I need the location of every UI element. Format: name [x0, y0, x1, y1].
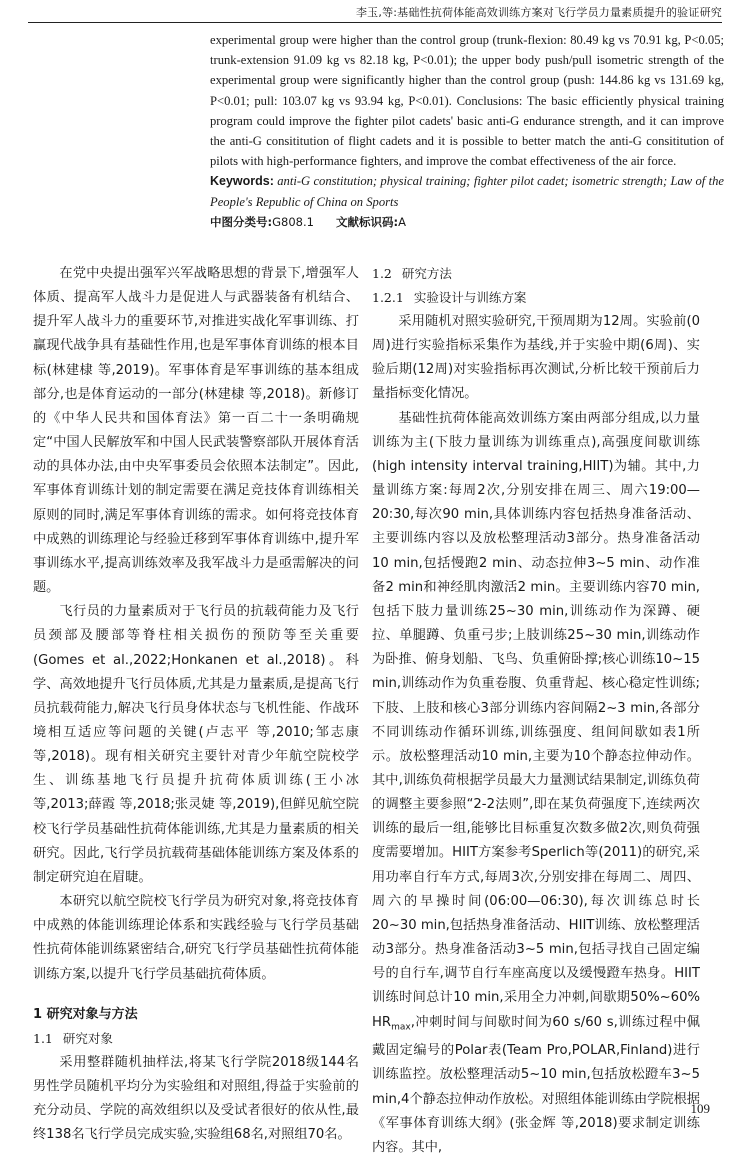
intro-paragraph-2: 飞行员的力量素质对于飞行员的抗载荷能力及飞行员颈部及腰部等脊柱相关损伤的预防等至关重要(Gomes et al.,2022;Honkanen et al.,2018)。科学、高效地提升飞行员体质,尤其是力量素质,是提高飞行员抗载荷能力,解决飞行员身体状态与飞机性能、作战环境相互适应等问题的关键(卢志平 等,2010;邹志康 等,2018)。现有相关研究主要针对青少年航空院校学生、训练基地飞行员提升抗荷体质训练(王小冰 等,2013;薛霞 等,2018;张灵婕 等,2019),但鲜见航空院校飞行学员基础性抗荷体能训练,尤其是力量素质的相关研究。因此,飞行学员抗载荷基础体能训练方案及体系的制定研究迫在眉睫。 [33, 604, 359, 885]
keywords-label: Keywords: [210, 174, 274, 189]
design-paragraph: 采用随机对照实验研究,干预周期为12周。实验前(0周)进行实验指标采集作为基线,并于实验中期(6周)、实验后期(12周)对实验指标再次测试,分析比较干预前后力量指标变化情况。 [372, 314, 700, 402]
subsection-1-2-heading [372, 262, 700, 286]
keywords-line [210, 171, 724, 211]
subsection-1-2-1-heading [372, 286, 700, 310]
keywords-text: anti-G constitution; physical training; fighter pilot cadet; isometric strength; Law of the People's Republic of China on Sports [210, 174, 724, 209]
right-column [372, 262, 700, 1160]
training-program-paragraph [372, 407, 700, 1160]
page-number: 109 [690, 1101, 710, 1116]
clc-label: 中图分类号: [210, 214, 273, 229]
doc-code-value: A [398, 214, 406, 229]
subsection-1-1-number: 1.1 [33, 1030, 53, 1046]
subsection-1-2-1-title: 实验设计与训练方案 [413, 290, 527, 305]
subsection-1-2-number: 1.2 [372, 266, 392, 281]
intro-paragraph-1: 在党中央提出强军兴军战略思想的背景下,增强军人体质、提高军人战斗力是促进人与武器装备有机结合、提升军人战斗力的重要环节,对推进实战化军事训练、打赢现代战争具有基础性作用,也是军事体育训练的根本目标(林建棣 等,2019)。军事体育是军事训练的基本组成部分,也是体育运动的一部分(林建棣 等,2018)。新修订的《中华人民共和国体育法》第一百二十一条明确规定“中国人民解放军和中国人民武装警察部队开展体育活动的具体办法,由中央军事委员会依照本法制定”。因此,军事体育训练计划的制定需要在满足竞技体育训练相关原则的同时,满足军事体育训练的需求。如何将竞技体育中成熟的训练理论与经验迁移到军事体育训练中,提升军事训练水平,提高训练效率及我军战斗力是亟需解决的问题。 [33, 266, 359, 596]
doc-code-label: 文献标识码: [335, 214, 399, 229]
subsection-1-1-heading [33, 1027, 359, 1051]
intro-paragraph-3: 本研究以航空院校飞行学员为研究对象,将竞技体育中成熟的体能训练理论体系和实践经验与飞行学员基础性抗荷体能训练紧密结合,研究飞行学员基础性抗荷体能训练方案,以提升飞行学员基础抗荷体质。 [33, 894, 359, 982]
subjects-paragraph: 采用整群随机抽样法,将某飞行学院2018级144名男性学员随机平均分为实验组和对照组,得益于实验前的充分动员、学院的高效组织以及受试者很好的依从性,最终138名飞行学员完成实验,实验组68名,对照组70名。 [33, 1054, 359, 1143]
header-divider [28, 22, 722, 23]
training-text-part-1: 基础性抗荷体能高效训练方案由两部分组成,以力量训练为主(下肢力量训练为训练重点),高强度间歇训练(high intensity interval training,HIIT)为辅。其中,力量训练方案:每周2次,分别安排在周三、周六19:00—20:30,每次90 min,具体训练内容包括热身准备活动、主要训练内容以及放松整理活动3部分。热身准备活动10 min,包括慢跑2 min、动态拉伸3~5 min、动作准备2 min和神经肌肉激活2 min。主要训练内容70 min,包括下肢力量训练25~30 min,训练动作为深蹲、硬拉、单腿蹲、负重弓步;上肢训练25~30 min,训练动作为卧推、俯身划船、飞鸟、负重俯卧撑;核心训练10~15 min,训练动作为负重卷腹、负重背起、核心稳定性训练;下肢、上肢和核心3部分训练内容间隔2~3 min,各部分不同训练动作循环训练,训练强度、组间间歇如表1所示。放松整理活动10 min,主要为10个静态拉伸动作。其中,训练负荷根据学员最大力量测试结果制定,训练负荷的调整主要参照“2-2法则”,即在某负荷强度下,连续两次训练的最后一组,能够比目标重复次数多做2次,则负荷强度需要增加。HIIT方案参考Sperlich等(2011)的研究,采用功率自行车方式,每周3次,分别安排在每周二、周四、周六的早操时间(06:00—06:30),每次训练总时长20~30 min,包括热身准备活动、HIIT训练、放松整理活动3部分。热身准备活动3~5 min,包括寻找自己固定编号的自行车,调节自行车座高度以及缓慢蹬车热身。HIIT训练时间总计10 min,采用全力冲刺,间歇期50%~60% HR [372, 410, 700, 1030]
subsection-1-2-1-number: 1.2.1 [372, 290, 404, 305]
running-header: 李玉,等:基础性抗荷体能高效训练方案对飞行学员力量素质提升的验证研究 [355, 6, 722, 19]
english-abstract [210, 30, 724, 232]
left-column [33, 262, 359, 1147]
abstract-body: experimental group were higher than the control group (trunk-flexion: 80.49 kg vs 70.91 kg, P<0.05; trunk-extension 91.09 kg vs 82.18 kg, P<0.01); the upper body push/pull isometric strength of the experimental group were significantly higher than the control group (push: 144.86 kg vs 131.69 kg, P<0.01; pull: 103.07 kg vs 93.94 kg, P<0.01). Conclusions: The basic efficiently physical training program could improve the fighter pilot cadets' basic anti-G endurance strength, and it can improve the anti-G consititution of flight cadets and it is possible to better match the anti-G consititution of pilots with high-performance fighters, and improve the combat effectiveness of the air force. [210, 33, 724, 169]
clc-value: G808.1 [272, 214, 314, 229]
training-text-part-2: ,冲刺时间与间歇时间为60 s/60 s,训练过程中佩戴固定编号的Polar表(Team Pro,POLAR,Finland)进行训练监控。放松整理活动5~10 min,包括放松蹬车3~5 min,4个静态拉伸动作放松。对照组体能训练由学院根据《军事体育训练大纲》(张金辉 等,2018)要求制定训练内容。其中, [372, 1014, 700, 1155]
section-1-heading: 1 研究对象与方法 [33, 1006, 138, 1022]
classification-line [210, 212, 724, 232]
subsection-1-2-title: 研究方法 [401, 266, 452, 281]
hr-max-subscript: max [391, 1022, 411, 1033]
subsection-1-1-title: 研究对象 [62, 1030, 113, 1046]
